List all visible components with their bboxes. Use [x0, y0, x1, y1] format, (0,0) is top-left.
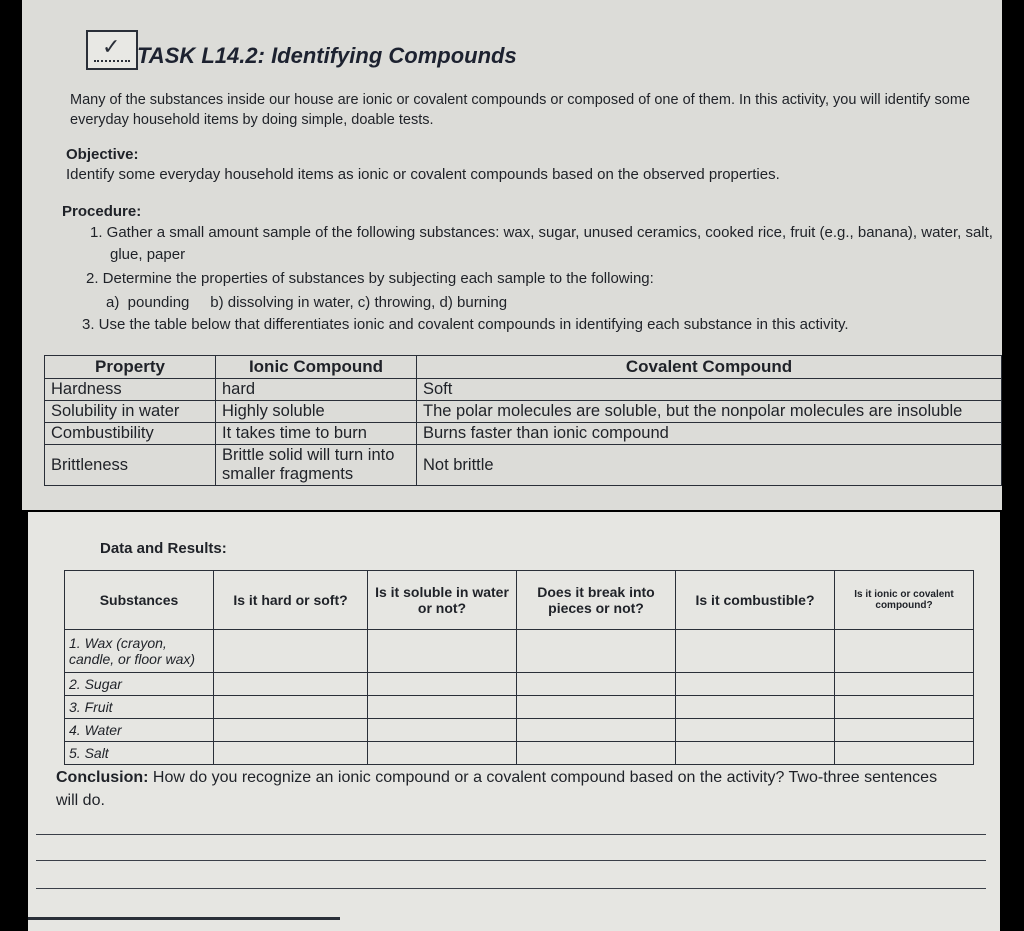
table-cell[interactable] [214, 742, 368, 765]
procedure-step-1: 1. Gather a small amount sample of the following substances: wax, sugar, unused ceramics, cooked rice, fruit (e.g., banana), water, salt, glue, paper [90, 224, 993, 263]
table-cell: 4. Water [65, 719, 214, 742]
table-cell[interactable] [214, 630, 368, 673]
objective-label: Objective: [66, 146, 139, 163]
table-cell: 1. Wax (crayon, candle, or floor wax) [65, 630, 214, 673]
table-header: Substances [65, 571, 214, 630]
table-cell[interactable] [835, 696, 974, 719]
table-cell[interactable] [835, 673, 974, 696]
procedure-step-2-subitems: a) pounding b) dissolving in water, c) throwing, d) burning [106, 294, 508, 311]
table-cell[interactable] [835, 742, 974, 765]
table-header: Property [45, 356, 216, 379]
table-cell[interactable] [517, 630, 676, 673]
table-row [45, 445, 1002, 486]
table-cell: 3. Fruit [65, 696, 214, 719]
procedure-step-2: 2. Determine the properties of substances by subjecting each sample to the following: [86, 270, 654, 287]
table-row [45, 401, 1002, 423]
table-cell: 5. Salt [65, 742, 214, 765]
table-cell: Not brittle [417, 445, 1002, 486]
table-cell: Hardness [45, 379, 216, 401]
table-cell: Brittle solid will turn into smaller fragments [216, 445, 417, 486]
table-row [45, 379, 1002, 401]
table-header-row [65, 571, 974, 630]
table-cell[interactable] [676, 673, 835, 696]
table-header: Covalent Compound [417, 356, 1002, 379]
table-header-row [45, 356, 1002, 379]
table-cell[interactable] [214, 673, 368, 696]
answer-line[interactable] [36, 834, 986, 835]
table-cell: Combustibility [45, 423, 216, 445]
conclusion-question: How do you recognize an ionic compound or a covalent compound based on the activity? Two-three sentences will do. [56, 769, 938, 809]
procedure-label: Procedure: [62, 203, 142, 220]
table-cell[interactable] [368, 696, 517, 719]
conclusion-label: Conclusion: [56, 769, 149, 786]
worksheet-page-top [22, 0, 1002, 510]
table-cell: Solubility in water [45, 401, 216, 423]
procedure-step-3: 3. Use the table below that differentiates ionic and covalent compounds in identifying each substance in this activity. [82, 316, 849, 333]
data-results-table [64, 570, 974, 765]
objective-text: Identify some everyday household items as ionic or covalent compounds based on the observed properties. [66, 166, 780, 183]
table-cell[interactable] [835, 719, 974, 742]
task-title: TASK L14.2: Identifying Compounds [137, 43, 517, 68]
table-cell[interactable] [835, 630, 974, 673]
intro-paragraph: Many of the substances inside our house are ionic or covalent compounds or composed of one of them. In this activity, you will identify some everyday household items by doing simple, doable tests. [70, 92, 971, 128]
table-cell[interactable] [517, 719, 676, 742]
table-cell[interactable] [368, 673, 517, 696]
table-cell[interactable] [676, 630, 835, 673]
property-table [44, 355, 1002, 486]
table-cell[interactable] [676, 696, 835, 719]
table-cell: Burns faster than ionic compound [417, 423, 1002, 445]
table-header: Is it hard or soft? [214, 571, 368, 630]
table-cell: hard [216, 379, 417, 401]
page-footer-rule [28, 917, 340, 920]
table-header: Is it ionic or covalent compound? [835, 571, 974, 630]
task-checkbox-icon: ✓ [86, 30, 138, 70]
table-cell[interactable] [676, 742, 835, 765]
table-cell[interactable] [368, 742, 517, 765]
answer-line[interactable] [36, 888, 986, 889]
table-cell: 2. Sugar [65, 673, 214, 696]
table-row [65, 630, 974, 673]
table-header: Is it combustible? [676, 571, 835, 630]
table-cell: It takes time to burn [216, 423, 417, 445]
table-cell[interactable] [214, 696, 368, 719]
table-cell[interactable] [368, 719, 517, 742]
table-header: Is it soluble in water or not? [368, 571, 517, 630]
conclusion-paragraph [56, 766, 956, 812]
table-cell: The polar molecules are soluble, but the nonpolar molecules are insoluble [417, 401, 1002, 423]
table-cell[interactable] [214, 719, 368, 742]
table-header: Ionic Compound [216, 356, 417, 379]
table-cell[interactable] [517, 742, 676, 765]
data-results-title: Data and Results: [100, 540, 227, 557]
table-row [45, 423, 1002, 445]
table-cell[interactable] [517, 673, 676, 696]
table-row [65, 696, 974, 719]
table-cell: Highly soluble [216, 401, 417, 423]
worksheet-page-bottom [28, 512, 1000, 931]
table-cell: Soft [417, 379, 1002, 401]
table-row [65, 673, 974, 696]
table-cell[interactable] [368, 630, 517, 673]
answer-line[interactable] [36, 860, 986, 861]
table-row [65, 742, 974, 765]
table-row [65, 719, 974, 742]
table-header: Does it break into pieces or not? [517, 571, 676, 630]
table-cell[interactable] [676, 719, 835, 742]
table-cell[interactable] [517, 696, 676, 719]
table-cell: Brittleness [45, 445, 216, 486]
